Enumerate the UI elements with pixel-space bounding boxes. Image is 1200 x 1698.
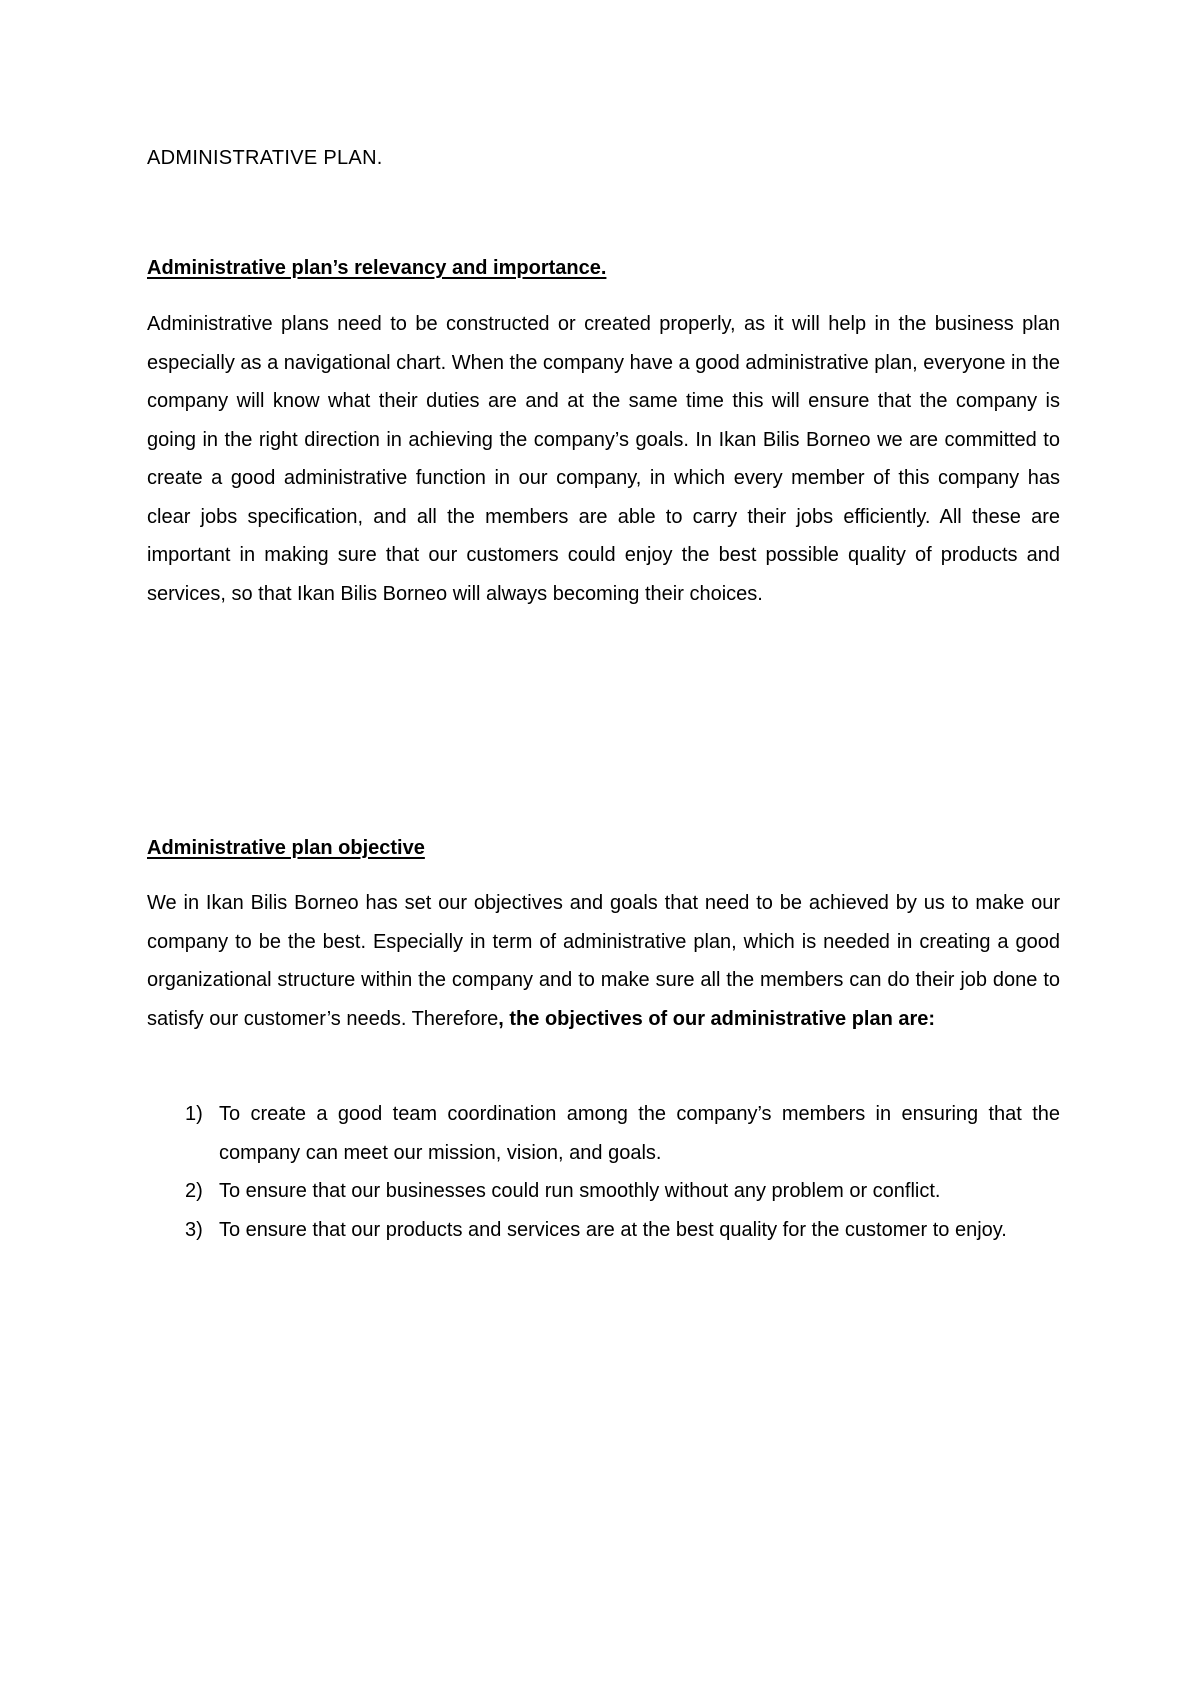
objective-text: To ensure that our businesses could run smoothly without any problem or conflict.	[219, 1180, 941, 1202]
objective-item	[147, 1095, 1060, 1172]
objective-text: To ensure that our products and services are at the best quality for the customer to enjoy.	[219, 1218, 1007, 1241]
objectives-list	[147, 1095, 1060, 1249]
objective-text: To create a good team coordination among the company’s members in ensuring that the company can meet our mission, vision, and goals.	[219, 1103, 1060, 1164]
paragraph-objective-bold: , the objectives of our administrative plan are:	[498, 1007, 936, 1030]
document-title: ADMINISTRATIVE PLAN.	[147, 147, 383, 169]
objective-number: 2)	[185, 1180, 203, 1202]
objective-item	[147, 1172, 1060, 1211]
objective-item	[147, 1211, 1060, 1250]
objective-number: 3)	[185, 1218, 203, 1241]
paragraph-relevancy: Administrative plans need to be constructed or created properly, as it will help in the business plan especially as a navigational chart. When the company have a good administrative plan, everyone in the company will know what their duties are and at the same time this will ensure that the company is going in the right direction in achieving the company’s goals. In Ikan Bilis Borneo we are committed to create a good administrative function in our company, in which every member of this company has clear jobs specification, and all the members are able to carry their jobs efficiently. All these are important in making sure that our customers could enjoy the best possible quality of products and services, so that Ikan Bilis Borneo will always becoming their choices.	[147, 313, 1060, 605]
section-heading-relevancy: Administrative plan’s relevancy and importance.	[147, 257, 607, 279]
section-heading-objective: Administrative plan objective	[147, 837, 425, 859]
paragraph-objective-text: We in Ikan Bilis Borneo has set our objectives and goals that need to be achieved by us to make our company to be the best. Especially in term of administrative plan, which is needed in creating a good organizational structure within the company and to make sure all the members can do their job done to satisfy our customer’s needs. Therefore	[147, 892, 1060, 1030]
objective-number: 1)	[185, 1103, 203, 1125]
paragraph-objective	[147, 884, 1060, 1038]
